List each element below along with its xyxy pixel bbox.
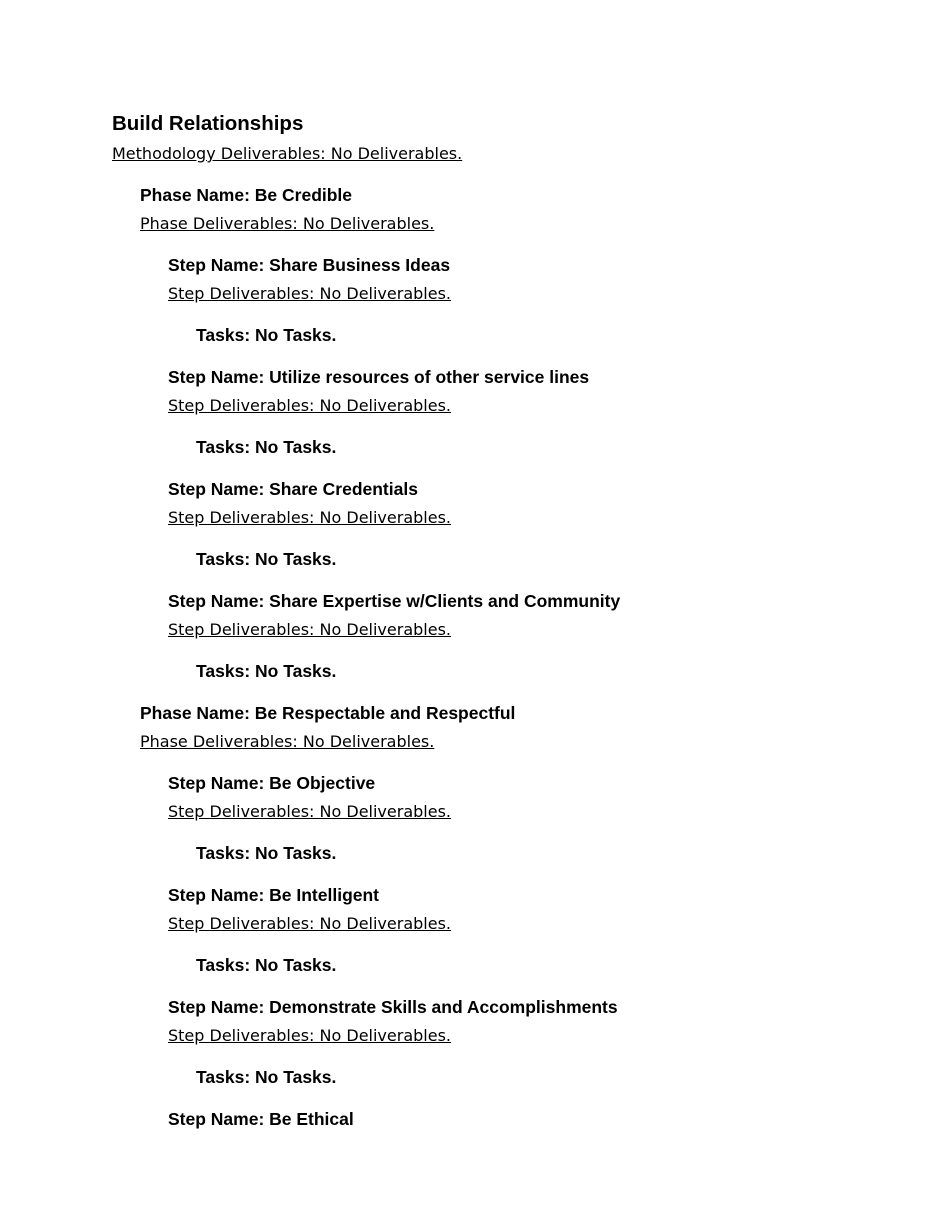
step-section: [168, 367, 872, 457]
step-deliverables-link[interactable]: Step Deliverables: No Deliverables.: [168, 914, 451, 933]
methodology-document: [112, 112, 872, 1129]
phase-section: [140, 703, 872, 1129]
step-section: [168, 997, 872, 1087]
phase-deliverables-link[interactable]: Phase Deliverables: No Deliverables.: [140, 732, 435, 751]
step-section: [168, 1109, 872, 1129]
step-section: [168, 255, 872, 345]
step-deliverables-link[interactable]: Step Deliverables: No Deliverables.: [168, 802, 451, 821]
step-name: Step Name: Be Objective: [168, 773, 376, 793]
step-deliverables-link[interactable]: Step Deliverables: No Deliverables.: [168, 396, 451, 415]
methodology-deliverables-link[interactable]: Methodology Deliverables: No Deliverables.: [112, 144, 463, 163]
phase-name: Phase Name: Be Respectable and Respectful: [140, 703, 516, 723]
step-name: Step Name: Utilize resources of other service lines: [168, 367, 590, 387]
step-section: [168, 773, 872, 863]
step-section: [168, 885, 872, 975]
step-section: [168, 479, 872, 569]
step-name: Step Name: Be Intelligent: [168, 885, 380, 905]
phase-deliverables-link[interactable]: Phase Deliverables: No Deliverables.: [140, 214, 435, 233]
step-name: Step Name: Demonstrate Skills and Accomplishments: [168, 997, 618, 1017]
tasks-label: Tasks: No Tasks.: [196, 1067, 337, 1087]
step-name: Step Name: Be Ethical: [168, 1109, 354, 1129]
step-deliverables-link[interactable]: Step Deliverables: No Deliverables.: [168, 1026, 451, 1045]
tasks-label: Tasks: No Tasks.: [196, 325, 337, 345]
phase-section: [140, 185, 872, 681]
tasks-label: Tasks: No Tasks.: [196, 661, 337, 681]
step-deliverables-link[interactable]: Step Deliverables: No Deliverables.: [168, 284, 451, 303]
tasks-label: Tasks: No Tasks.: [196, 549, 337, 569]
tasks-label: Tasks: No Tasks.: [196, 437, 337, 457]
step-name: Step Name: Share Business Ideas: [168, 255, 451, 275]
step-section: [168, 591, 872, 681]
step-deliverables-link[interactable]: Step Deliverables: No Deliverables.: [168, 620, 451, 639]
step-name: Step Name: Share Expertise w/Clients and Community: [168, 591, 621, 611]
step-name: Step Name: Share Credentials: [168, 479, 418, 499]
step-deliverables-link[interactable]: Step Deliverables: No Deliverables.: [168, 508, 451, 527]
tasks-label: Tasks: No Tasks.: [196, 843, 337, 863]
methodology-title: Build Relationships: [112, 112, 304, 135]
tasks-label: Tasks: No Tasks.: [196, 955, 337, 975]
phase-name: Phase Name: Be Credible: [140, 185, 353, 205]
